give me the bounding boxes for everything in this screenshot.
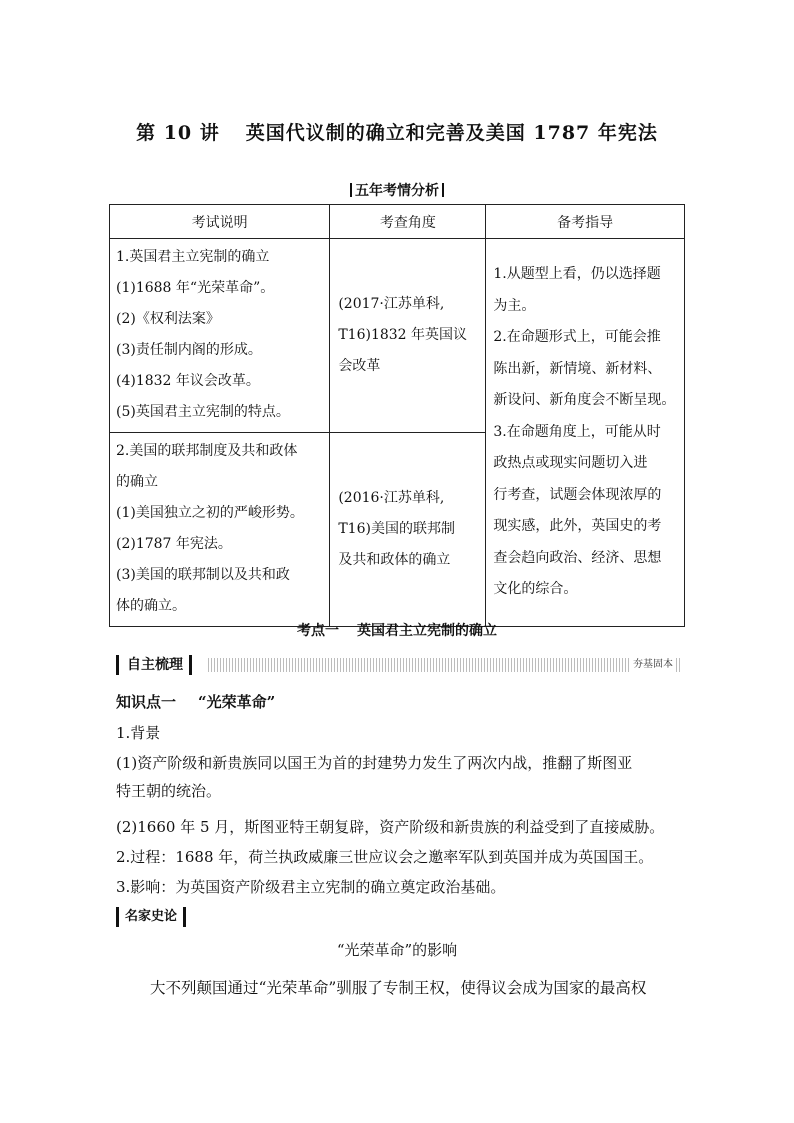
- exam-point-text: 英国君主立宪制的确立: [357, 623, 497, 639]
- process-paragraph: 2.过程：1688 年，荷兰执政威廉三世应议会之邀率军队到英国并成为英国国王。: [116, 848, 654, 866]
- header-exam-description: 考试说明: [110, 205, 330, 239]
- knowledge-point-heading: [116, 688, 682, 716]
- background-heading: 1.背景: [116, 724, 161, 742]
- row1-angle-line: T16)1832 年英国议: [338, 327, 468, 343]
- row1-angle-line: 会改革: [338, 358, 381, 374]
- row1-description: [110, 239, 330, 433]
- row2-desc-line: (1)美国独立之初的严峻形势。: [116, 505, 304, 521]
- analysis-heading: [0, 180, 794, 200]
- row2-desc-line: 2.美国的联邦制度及共和政体: [116, 443, 298, 459]
- row2-desc-line: 体的确立。: [116, 598, 186, 614]
- self-review-title: 自主梳理: [116, 655, 192, 675]
- row1-desc-line: (2)《权利法案》: [116, 311, 220, 327]
- row2-desc-line: 的确立: [116, 474, 158, 490]
- analysis-heading-text: 五年考情分析: [355, 183, 439, 199]
- guide-line: 查会趋向政治、经济、思想: [493, 549, 662, 566]
- guide-line: 为主。: [493, 297, 536, 314]
- guide-line: 文化的综合。: [493, 581, 578, 598]
- exam-point-heading: [0, 620, 794, 640]
- background-paragraph-2: (2)1660 年 5 月，斯图亚特王朝复辟，资产阶级和新贵族的利益受到了直接威胁。: [116, 818, 665, 836]
- banner-stripes: [208, 658, 680, 672]
- analysis-table: [109, 204, 685, 627]
- commentary-body: 大不列颠国通过“光荣革命”驯服了专制王权，使得议会成为国家的最高权: [150, 979, 647, 997]
- prep-guide-cell: [486, 239, 685, 627]
- lecture-number: 第 10 讲: [136, 122, 220, 144]
- self-review-banner: [116, 655, 680, 675]
- knowledge-point-label: 知识点一: [116, 693, 177, 711]
- row1-desc-line: (3)责任制内阁的形成。: [116, 342, 262, 358]
- row2-angle-line: 及共和政体的确立: [338, 552, 451, 568]
- heading-bar-right: [442, 183, 444, 197]
- row2-desc-line: (3)美国的联邦制以及共和政: [116, 567, 290, 583]
- row2-description: [110, 433, 330, 627]
- guide-line: 3.在命题角度上，可能从时: [493, 423, 661, 440]
- table-header-row: [110, 205, 685, 239]
- background-paragraph-1: [116, 749, 682, 805]
- row1-desc-line: (5)英国君主立宪制的特点。: [116, 404, 290, 420]
- guide-line: 2.在命题形式上，可能会推: [493, 329, 661, 346]
- row2-angle-line: (2016·江苏单科,: [338, 490, 445, 506]
- knowledge-point-name: “光荣革命”: [198, 693, 276, 711]
- guide-line: 行考查，试题会体现浓厚的: [493, 486, 662, 503]
- header-prep-guide: 备考指导: [486, 205, 685, 239]
- row1-desc-line: 1.英国君主立宪制的确立: [116, 249, 270, 265]
- heading-bar-left: [350, 183, 352, 197]
- paragraph-line: (1)资产阶级和新贵族同以国王为首的封建势力发生了两次内战，推翻了斯图亚: [116, 754, 633, 772]
- lecture-title: 英国代议制的确立和完善及美国 1787 年宪法: [245, 122, 658, 144]
- header-exam-angle: 考查角度: [330, 205, 486, 239]
- exam-point-label: 考点一: [297, 623, 339, 639]
- row2-desc-line: (2)1787 年宪法。: [116, 536, 232, 552]
- guide-line: 陈出新，新情境、新材料、: [493, 360, 662, 377]
- row1-angle: [330, 239, 486, 433]
- row1-desc-line: (1)1688 年“光荣革命”。: [116, 280, 275, 296]
- row2-angle: [330, 433, 486, 627]
- commentary-title: “光荣革命”的影响: [336, 941, 458, 959]
- guide-line: 政热点或现实问题切入进: [493, 455, 648, 472]
- foundation-tag: 夯基固本: [630, 657, 676, 673]
- row2-angle-line: T16)美国的联邦制: [338, 521, 455, 537]
- guide-line: 1.从题型上看，仍以选择题: [493, 266, 661, 283]
- table-row: [110, 239, 685, 433]
- guide-line: 新设问、新角度会不断呈现。: [493, 392, 676, 409]
- impact-paragraph: 3.影响：为英国资产阶级君主立宪制的确立奠定政治基础。: [116, 878, 506, 896]
- guide-line: 现实感，此外，英国史的考: [493, 518, 662, 535]
- row1-angle-line: (2017·江苏单科,: [338, 296, 445, 312]
- row1-desc-line: (4)1832 年议会改革。: [116, 373, 260, 389]
- commentary-label: 名家史论: [116, 907, 186, 927]
- paragraph-line: 特王朝的统治。: [116, 782, 222, 800]
- page-title: [0, 118, 794, 145]
